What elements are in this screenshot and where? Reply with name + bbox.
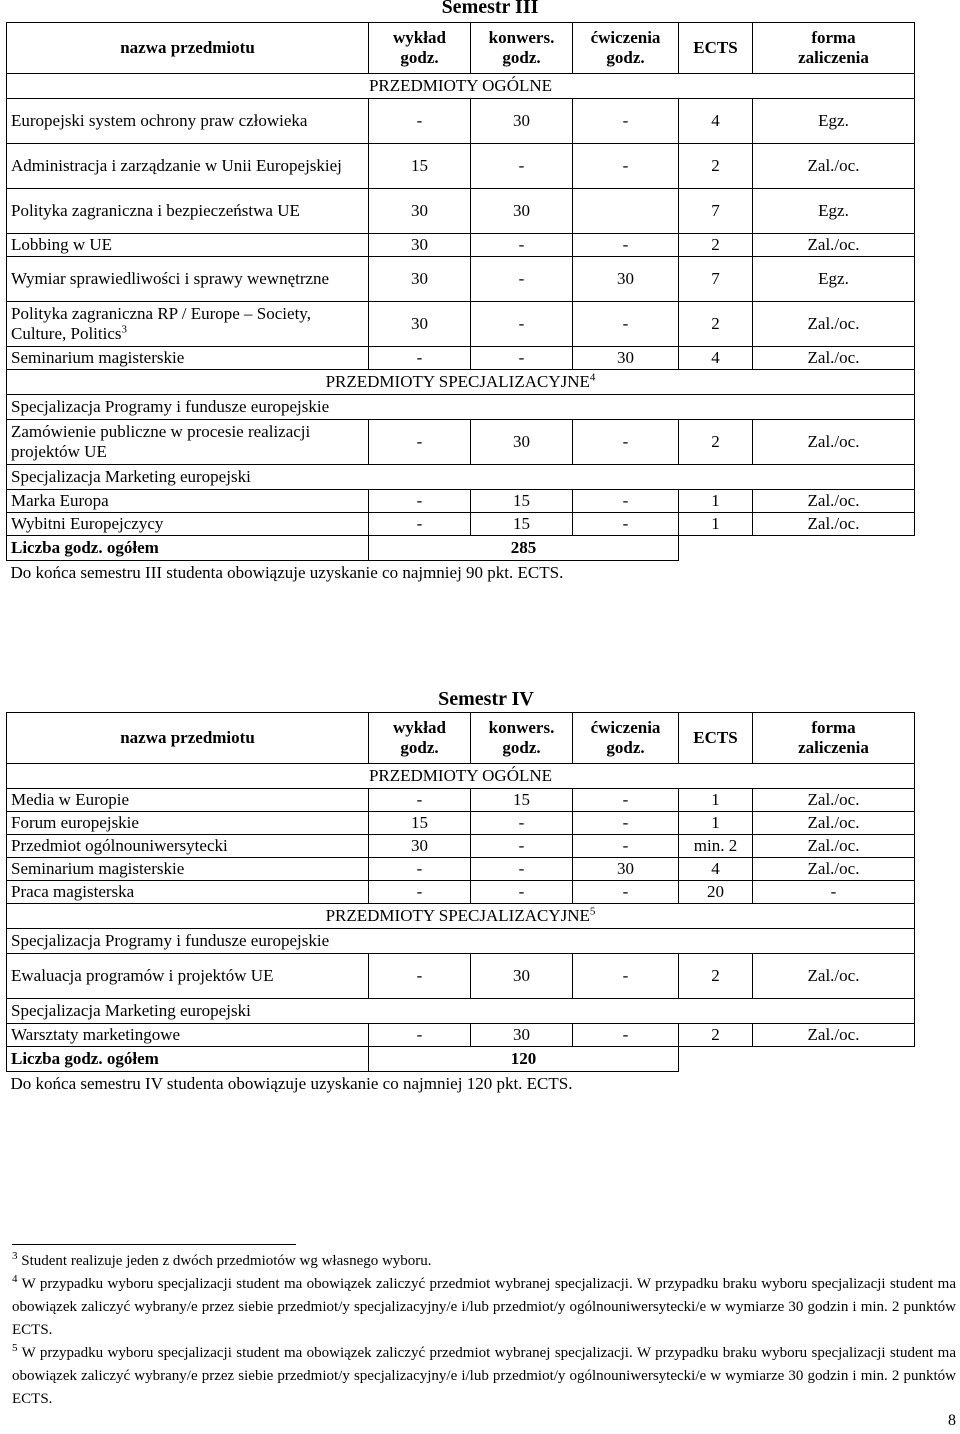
cell-form: Zal./oc. <box>753 1024 915 1047</box>
cell-ects: 4 <box>679 99 753 144</box>
cell-conv: 30 <box>471 1024 573 1047</box>
subject-name-text: Polityka zagraniczna i bezpieczeństwa UE <box>11 201 300 220</box>
table-row <box>7 99 915 144</box>
footnote-ref: 3 <box>121 323 127 336</box>
subject-name-text: Administracja i zarządzanie w Unii Europejskiej <box>11 156 342 175</box>
cell-conv: - <box>471 257 573 302</box>
cell-form: Zal./oc. <box>753 490 915 513</box>
page-number: 8 <box>948 1412 956 1429</box>
footnote-number: 3 <box>12 1250 18 1262</box>
header-lecture-line1: wykład <box>393 28 446 47</box>
cell-conv: - <box>471 234 573 257</box>
subject-name <box>7 1024 369 1047</box>
subject-name-text: Ewaluacja programów i projektów UE <box>11 966 274 985</box>
cell-conv: - <box>471 835 573 858</box>
total-label: Liczba godz. ogółem <box>7 1047 369 1072</box>
cell-conv: 30 <box>471 420 573 465</box>
subject-name-text: Media w Europie <box>11 790 130 809</box>
total-value: 120 <box>369 1047 679 1072</box>
spec-label: Specjalizacja Programy i fundusze europejskie <box>7 395 915 420</box>
cell-form: Zal./oc. <box>753 812 915 835</box>
header-lecture-line1: wykład <box>393 718 446 737</box>
header-cwiczenia-line2: godz. <box>606 738 645 757</box>
cell-ects: 2 <box>679 234 753 257</box>
header-ects: ECTS <box>679 713 753 764</box>
section-row <box>7 904 915 929</box>
cell-ects: 7 <box>679 257 753 302</box>
table-row <box>7 881 915 904</box>
section-label-text: PRZEDMIOTY OGÓLNE <box>368 76 553 95</box>
footnote-text: Student realizuje jeden z dwóch przedmiotów wg własnego wyboru. <box>21 1253 432 1269</box>
subject-name-text: Zamówienie publiczne w procesie realizacji projektów UE <box>11 422 311 461</box>
subject-name <box>7 789 369 812</box>
header-name: nazwa przedmiotu <box>7 713 369 764</box>
cell-conv: 30 <box>471 954 573 999</box>
cell-form: Zal./oc. <box>753 347 915 370</box>
cell-ex: - <box>573 1024 679 1047</box>
cell-conv: - <box>471 812 573 835</box>
cell-ex: - <box>573 812 679 835</box>
section-row <box>7 74 915 99</box>
cell-ects: 1 <box>679 812 753 835</box>
subject-name <box>7 513 369 536</box>
footnote-ref: 4 <box>589 371 596 384</box>
spec-label: Specjalizacja Programy i fundusze europejskie <box>7 929 915 954</box>
cell-form: Zal./oc. <box>753 954 915 999</box>
cell-ects: min. 2 <box>679 835 753 858</box>
cell-lecture: - <box>369 789 471 812</box>
header-konwers-line2: godz. <box>502 48 541 67</box>
table-row <box>7 954 915 999</box>
footnote <box>12 1250 956 1273</box>
cell-ex: - <box>573 144 679 189</box>
cell-ex <box>573 189 679 234</box>
cell-lecture: 30 <box>369 189 471 234</box>
header-konwers-line2: godz. <box>502 738 541 757</box>
header-forma-line2: zaliczenia <box>798 738 869 757</box>
total-row <box>7 536 915 561</box>
semester-4-title: Semestr IV <box>438 688 534 710</box>
cell-ex: 30 <box>573 858 679 881</box>
cell-ex: - <box>573 99 679 144</box>
cell-conv: 30 <box>471 189 573 234</box>
cell-ex: - <box>573 835 679 858</box>
cell-ex: 30 <box>573 257 679 302</box>
cell-ects: 2 <box>679 302 753 347</box>
header-lecture-line2: godz. <box>400 738 439 757</box>
subject-name-text: Seminarium magisterskie <box>11 859 185 878</box>
subject-name <box>7 812 369 835</box>
cell-ects: 4 <box>679 347 753 370</box>
table-row <box>7 812 915 835</box>
semester-3-table <box>6 22 915 583</box>
cell-ex: - <box>573 490 679 513</box>
subject-name <box>7 835 369 858</box>
cell-ects: 1 <box>679 789 753 812</box>
footnote <box>12 1273 956 1342</box>
cell-form: - <box>753 881 915 904</box>
subject-name-text: Praca magisterska <box>11 882 135 901</box>
section-row <box>7 370 915 395</box>
spec-label: Specjalizacja Marketing europejski <box>7 999 915 1024</box>
footnote-ref: 5 <box>589 905 596 918</box>
subject-name-text: Europejski system ochrony praw człowieka <box>11 111 308 130</box>
subject-name <box>7 347 369 370</box>
cell-lecture: - <box>369 1024 471 1047</box>
table-row <box>7 144 915 189</box>
footnote-number: 5 <box>12 1342 18 1354</box>
cell-lecture: - <box>369 99 471 144</box>
header-cwiczenia-line2: godz. <box>606 48 645 67</box>
subject-name <box>7 490 369 513</box>
header-forma-line1: forma <box>811 718 856 737</box>
subject-name-text: Forum europejskie <box>11 813 139 832</box>
cell-lecture: - <box>369 490 471 513</box>
header-forma <box>753 23 915 74</box>
cell-lecture: 15 <box>369 144 471 189</box>
spec-row <box>7 395 915 420</box>
cell-lecture: 30 <box>369 835 471 858</box>
spec-row <box>7 465 915 490</box>
footnotes <box>12 1250 956 1411</box>
semester-note: Do końca semestru III studenta obowiązuje uzyskanie co najmniej 90 pkt. ECTS. <box>10 563 564 582</box>
subject-name <box>7 99 369 144</box>
cell-conv: - <box>471 144 573 189</box>
header-name: nazwa przedmiotu <box>7 23 369 74</box>
cell-conv: 15 <box>471 490 573 513</box>
cell-lecture: - <box>369 881 471 904</box>
subject-name <box>7 144 369 189</box>
header-ects: ECTS <box>679 23 753 74</box>
cell-form: Zal./oc. <box>753 513 915 536</box>
subject-name <box>7 234 369 257</box>
cell-conv: - <box>471 347 573 370</box>
cell-form: Zal./oc. <box>753 789 915 812</box>
header-lecture <box>369 713 471 764</box>
table-row <box>7 189 915 234</box>
cell-conv: - <box>471 302 573 347</box>
subject-name <box>7 858 369 881</box>
note-row <box>7 561 915 584</box>
table-row <box>7 1024 915 1047</box>
header-cwiczenia <box>573 713 679 764</box>
total-empty <box>679 1047 915 1072</box>
section-label <box>7 74 915 99</box>
header-forma-line2: zaliczenia <box>798 48 869 67</box>
footnote <box>12 1342 956 1411</box>
cell-form: Zal./oc. <box>753 302 915 347</box>
cell-ex: - <box>573 302 679 347</box>
cell-lecture: - <box>369 858 471 881</box>
table-row <box>7 257 915 302</box>
subject-name-text: Lobbing w UE <box>11 235 113 254</box>
cell-form: Zal./oc. <box>753 835 915 858</box>
table-row <box>7 513 915 536</box>
cell-lecture: - <box>369 347 471 370</box>
spec-row <box>7 929 915 954</box>
header-forma <box>753 713 915 764</box>
cell-conv: - <box>471 858 573 881</box>
cell-form: Egz. <box>753 99 915 144</box>
cell-ects: 2 <box>679 144 753 189</box>
cell-form: Egz. <box>753 257 915 302</box>
header-row <box>7 23 915 74</box>
cell-ects: 1 <box>679 513 753 536</box>
subject-name-text: Marka Europa <box>11 491 109 510</box>
header-row <box>7 713 915 764</box>
footnote-number: 4 <box>12 1273 18 1285</box>
header-cwiczenia-line1: ćwiczenia <box>590 28 661 47</box>
semester-4-table <box>6 712 915 1094</box>
cell-form: Zal./oc. <box>753 144 915 189</box>
cell-ex: - <box>573 881 679 904</box>
header-cwiczenia-line1: ćwiczenia <box>590 718 661 737</box>
header-konwers-line1: konwers. <box>488 28 555 47</box>
section-label <box>7 904 915 929</box>
footnote-text: W przypadku wyboru specjalizacji student ma obowiązek zaliczyć przedmiot wybranej specjalizacji. W przypadku braku wyboru specjalizacji student ma obowiązek zaliczyć wybrany/e przez siebie przedmiot/y specjalizacyjny/e i/lub przedmiot/y ogólnouniwersytecki/e w wymiarze 30 godzin i min. 2 punktów ECTS. <box>12 1276 957 1338</box>
header-konwers <box>471 713 573 764</box>
section-label-text: PRZEDMIOTY SPECJALIZACYJNE <box>325 906 590 925</box>
section-label <box>7 764 915 789</box>
table-row <box>7 789 915 812</box>
header-lecture-line2: godz. <box>400 48 439 67</box>
cell-ex: - <box>573 513 679 536</box>
section-label <box>7 370 915 395</box>
table-row <box>7 347 915 370</box>
section-row <box>7 764 915 789</box>
cell-ects: 7 <box>679 189 753 234</box>
table-row <box>7 302 915 347</box>
spec-label: Specjalizacja Marketing europejski <box>7 465 915 490</box>
semester-note: Do końca semestru IV studenta obowiązuje uzyskanie co najmniej 120 pkt. ECTS. <box>10 1074 573 1093</box>
cell-lecture: 30 <box>369 234 471 257</box>
subject-name-text: Warsztaty marketingowe <box>11 1025 181 1044</box>
header-konwers-line1: konwers. <box>488 718 555 737</box>
cell-ects: 2 <box>679 1024 753 1047</box>
cell-ex: 30 <box>573 347 679 370</box>
cell-lecture: - <box>369 420 471 465</box>
subject-name <box>7 257 369 302</box>
subject-name-text: Seminarium magisterskie <box>11 348 185 367</box>
table-row <box>7 420 915 465</box>
cell-ects: 2 <box>679 954 753 999</box>
subject-name <box>7 420 369 465</box>
cell-conv: 30 <box>471 99 573 144</box>
total-label: Liczba godz. ogółem <box>7 536 369 561</box>
cell-ects: 1 <box>679 490 753 513</box>
header-cwiczenia <box>573 23 679 74</box>
table-row <box>7 234 915 257</box>
subject-name-text: Przedmiot ogólnouniwersytecki <box>11 836 228 855</box>
header-konwers <box>471 23 573 74</box>
table-row <box>7 490 915 513</box>
cell-conv: 15 <box>471 789 573 812</box>
cell-ex: - <box>573 420 679 465</box>
cell-ex: - <box>573 789 679 812</box>
total-row <box>7 1047 915 1072</box>
cell-conv: - <box>471 881 573 904</box>
subject-name <box>7 302 369 347</box>
subject-name-text: Wymiar sprawiedliwości i sprawy wewnętrzne <box>11 269 330 288</box>
note-row <box>7 1072 915 1095</box>
cell-ects: 20 <box>679 881 753 904</box>
subject-name <box>7 189 369 234</box>
total-empty <box>679 536 915 561</box>
cell-lecture: - <box>369 954 471 999</box>
cell-lecture: 30 <box>369 257 471 302</box>
footnote-separator <box>12 1244 296 1245</box>
header-forma-line1: forma <box>811 28 856 47</box>
cell-conv: 15 <box>471 513 573 536</box>
table-row <box>7 858 915 881</box>
cell-lecture: 30 <box>369 302 471 347</box>
subject-name <box>7 881 369 904</box>
cell-form: Zal./oc. <box>753 420 915 465</box>
semester-3-title: Semestr III <box>441 0 539 18</box>
header-lecture <box>369 23 471 74</box>
cell-ex: - <box>573 234 679 257</box>
footnote-text: W przypadku wyboru specjalizacji student ma obowiązek zaliczyć przedmiot wybranej specjalizacji. W przypadku braku wyboru specjalizacji student ma obowiązek zaliczyć wybrany/e przez siebie przedmiot/y specjalizacyjny/e i/lub przedmiot/y ogólnouniwersytecki/e w wymiarze 30 godzin i min. 2 punktów ECTS. <box>12 1345 957 1407</box>
cell-lecture: 15 <box>369 812 471 835</box>
cell-lecture: - <box>369 513 471 536</box>
subject-name-text: Wybitni Europejczycy <box>11 514 164 533</box>
total-value: 285 <box>369 536 679 561</box>
table-row <box>7 835 915 858</box>
cell-ects: 4 <box>679 858 753 881</box>
subject-name <box>7 954 369 999</box>
spec-row <box>7 999 915 1024</box>
cell-ex: - <box>573 954 679 999</box>
cell-form: Egz. <box>753 189 915 234</box>
subject-name-text: Polityka zagraniczna RP / Europe – Society, Culture, Politics <box>11 304 311 343</box>
cell-form: Zal./oc. <box>753 858 915 881</box>
cell-form: Zal./oc. <box>753 234 915 257</box>
section-label-text: PRZEDMIOTY SPECJALIZACYJNE <box>325 372 590 391</box>
cell-ects: 2 <box>679 420 753 465</box>
section-label-text: PRZEDMIOTY OGÓLNE <box>368 766 553 785</box>
